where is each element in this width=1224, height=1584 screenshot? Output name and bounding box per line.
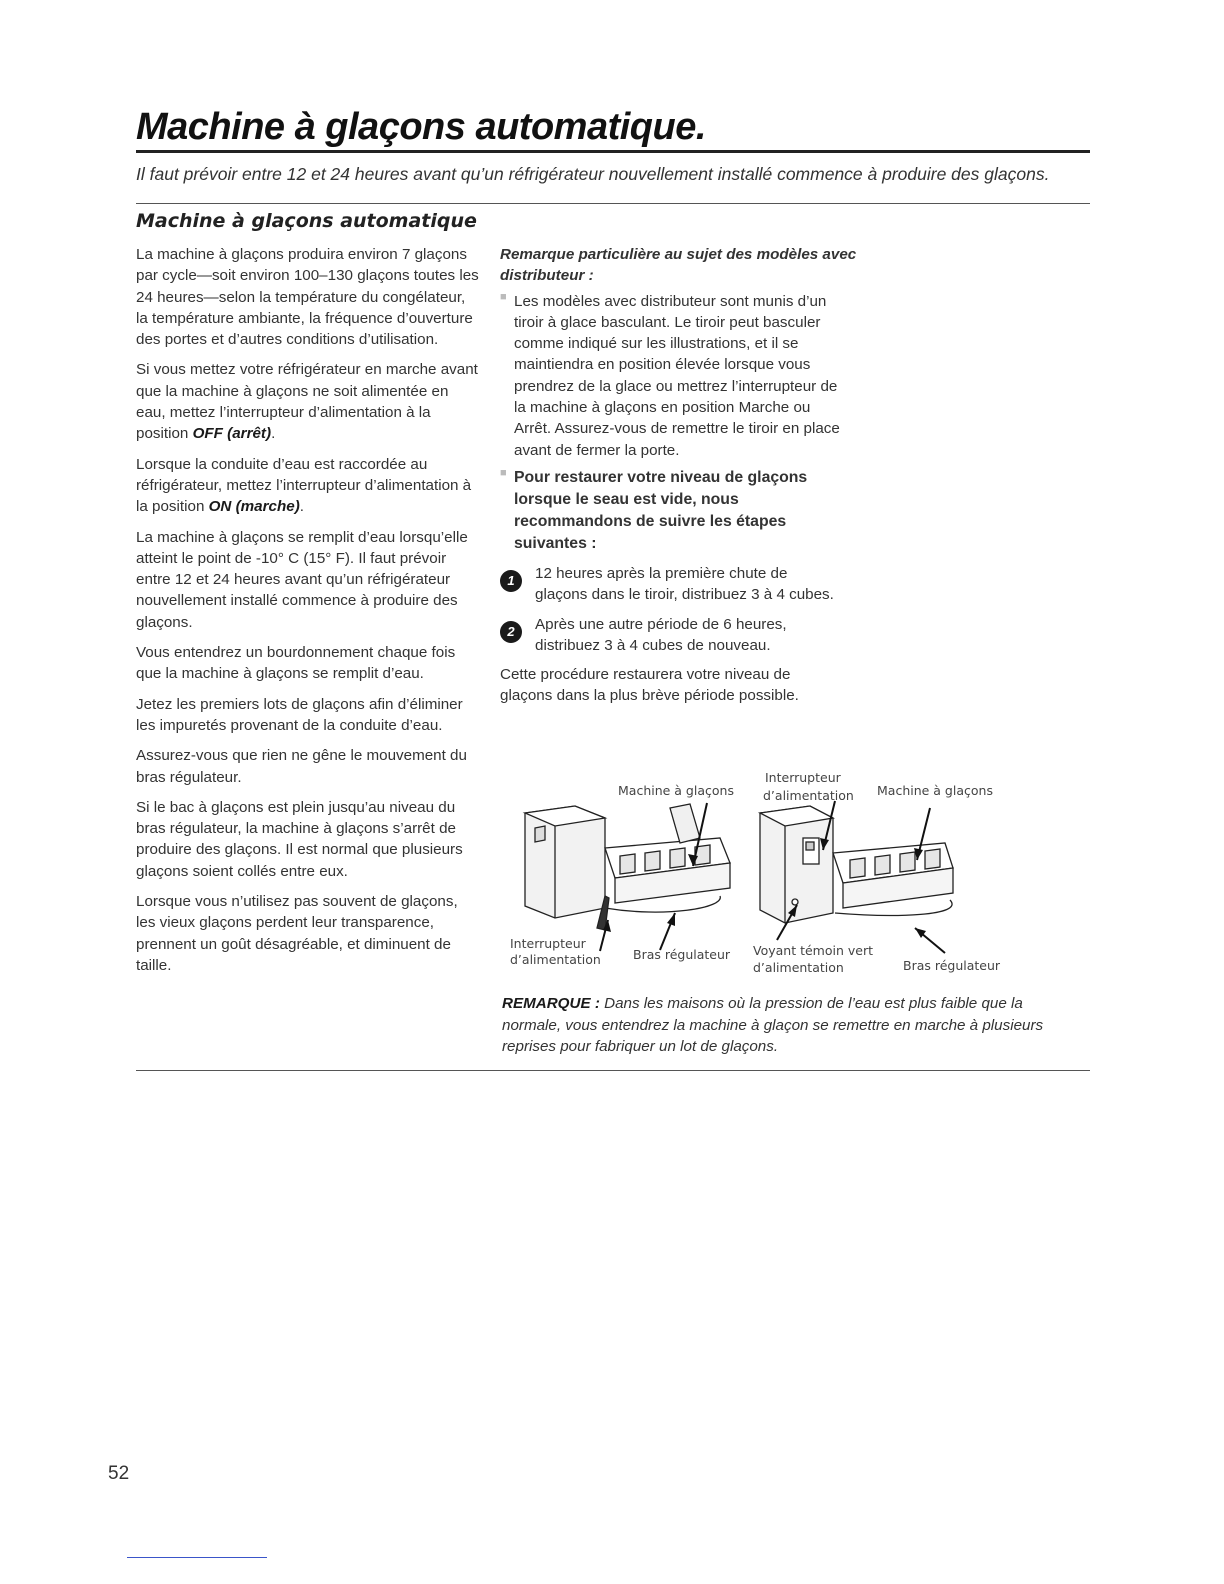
section-divider [136,203,1090,204]
step-number-icon: 1 [500,570,522,592]
label-green-light-2: d’alimentation [753,960,844,975]
step-item: 2 Après une autre période de 6 heures, distribuez 3 à 4 cubes de nouveau. [500,614,835,657]
section-heading: Machine à glaçons automatique [136,210,477,232]
paragraph: Jetez les premiers lots de glaçons afin d’éliminer les impuretés provenant de la conduite d’eau. [136,695,463,734]
label-ice-maker: Machine à glaçons [618,783,734,798]
on-position: ON (marche) [208,498,300,516]
paragraph: La machine à glaçons produira environ 7 glaçons par cycle—soit environ 100–130 glaçons toutes les 24 heures—selon la température du congélateur, la température ambiante, la fréquence d’ouverture des portes et d’autres conditions d’utilisation. [136,246,479,349]
label-ice-maker-right: Machine à glaçons [877,783,993,798]
remark-note: REMARQUE : Dans les maisons où la pression de l’eau est plus faible que la normale, vous entendrez la machine à glaçon se remettre en marche à plusieurs reprises pour fabriquer un lot de glaçons. [502,995,1044,1055]
footer-line [127,1557,267,1558]
title-rule [136,150,1090,153]
bottom-divider [136,1070,1090,1071]
right-column [500,244,1100,707]
list-item: ■ Pour restaurer votre niveau de glaçons lorsque le seau est vide, nous recommandons de suivre les étapes suivantes : [500,466,808,552]
ice-maker-left-illustration [525,804,730,930]
paragraph: Si le bac à glaçons est plein jusqu’au niveau du bras régulateur, la machine à glaçons s’arrêt de produire des glaçons. Il est normal que plusieurs glaçons soient collés entre eux. [136,798,463,880]
page-number: 52 [108,1463,130,1484]
label-power-switch: Interrupteur [510,936,586,951]
label-green-light: Voyant témoin vert [753,943,873,958]
list-item: ■ Les modèles avec distributeur sont munis d’un tiroir à glace basculant. Le tiroir peut basculer comme indiqué sur les illustrations, et il se maintiendra en position élevée lorsque vous prendrez de la glace ou mettrez l’interrupteur de la machine à glaçons en position Marche ou Arrêt. Assurez-vous de remettre le tiroir en place avant de fermer la porte. [500,290,840,459]
closing-paragraph: Cette procédure restaurera votre niveau de glaçons dans la plus brève période possible. [500,666,799,705]
paragraph: Si vous mettez votre réfrigérateur en marche avant que la machine à glaçons ne soit alimentée en eau, mettez l’interrupteur d’alimentation à la position OFF (arrêt). [136,361,478,443]
bullet-icon: ■ [500,290,507,303]
label-power-switch-2: d’alimentation [510,952,601,967]
label-control-arm: Bras régulateur [633,947,731,962]
paragraph: La machine à glaçons se remplit d’eau lorsqu’elle atteint le point de -10° C (15° F). Il faut prévoir entre 12 et 24 heures avant qu’un réfrigérateur nouvellement installé commence à produire des glaçons. [136,528,468,631]
paragraph: Lorsque la conduite d’eau est raccordée au réfrigérateur, mettez l’interrupteur d’alimentation à la position ON (marche). [136,455,472,516]
paragraph: Vous entendrez un bourdonnement chaque fois que la machine à glaçons se remplit d’eau. [136,644,456,683]
page-title: Machine à glaçons automatique. [136,106,706,148]
off-position: OFF (arrêt) [192,425,272,443]
bullet-icon: ■ [500,466,507,479]
ice-maker-right-illustration [760,806,953,923]
step-item: 1 12 heures après la première chute de glaçons dans le tiroir, distribuez 3 à 4 cubes. [500,563,835,606]
remark-label: REMARQUE : [502,995,600,1012]
label-power-switch-right: Interrupteur [765,770,841,785]
intro-text: Il faut prévoir entre 12 et 24 heures avant qu’un réfrigérateur nouvellement installé commence à produire des glaçons. [136,164,1050,184]
paragraph: Assurez-vous que rien ne gêne le mouvement du bras régulateur. [136,747,467,786]
left-column [136,244,481,985]
ice-maker-diagram [505,768,1005,980]
label-control-arm-right: Bras régulateur [903,958,1001,973]
step-number-icon: 2 [500,621,522,643]
note-heading: Remarque particulière au sujet des modèles avec distributeur : [500,246,857,285]
paragraph: Lorsque vous n’utilisez pas souvent de glaçons, les vieux glaçons perdent leur transparence, prennent un goût désagréable, et diminuent de taille. [136,893,458,974]
label-power-switch-right-2: d’alimentation [763,788,854,803]
